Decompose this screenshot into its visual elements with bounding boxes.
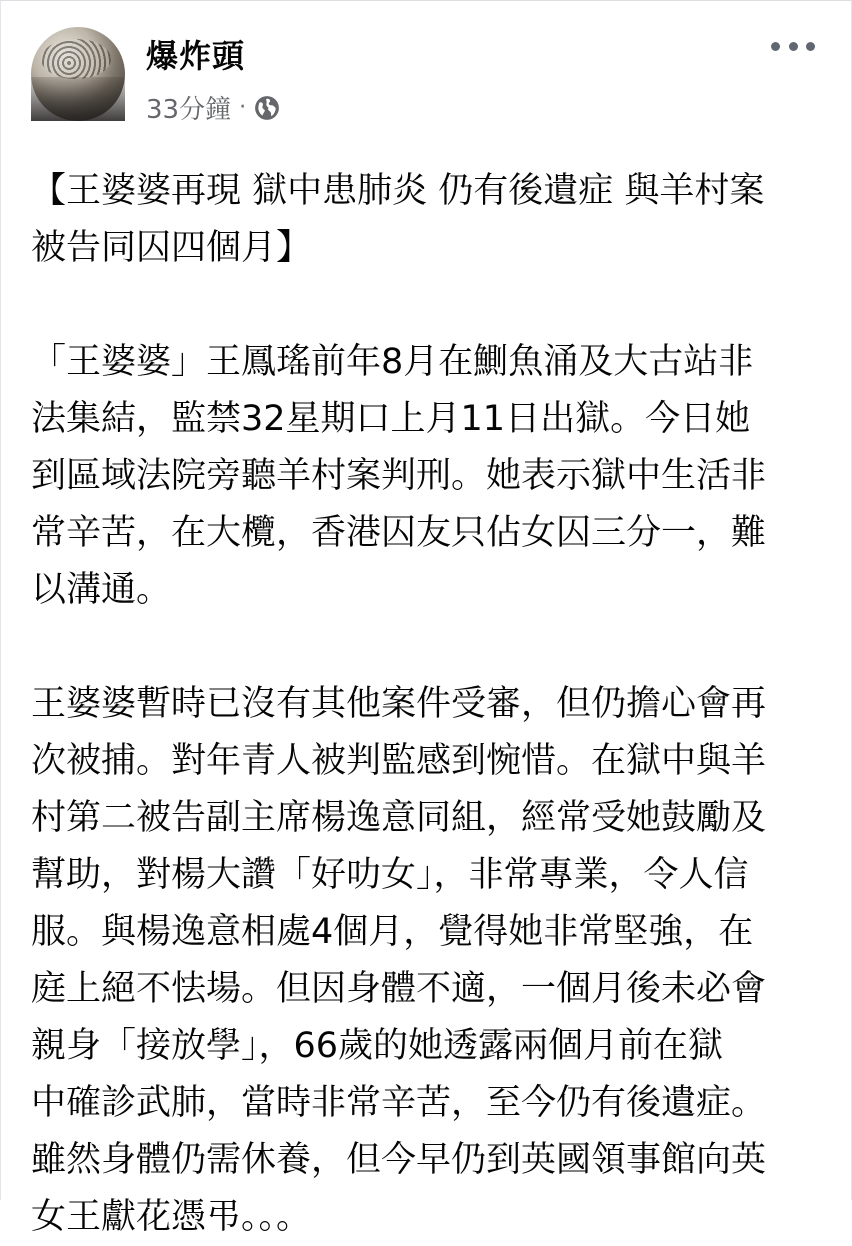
post-header [1, 1, 851, 141]
paragraph-gap [31, 619, 831, 676]
post-text-line: 中確診武肺，當時非常辛苦，至今仍有後遺症。 [31, 1083, 767, 1123]
post-text-line: 常辛苦，在大欖，香港囚友只佔女囚三分一，難 [31, 513, 767, 553]
post-text-line: 次被捕。對年青人被判監感到惋惜。在獄中與羊 [31, 741, 767, 781]
author-name[interactable]: 爆炸頭 [146, 37, 246, 75]
post-text-line: 女王獻花憑弔。。。 [31, 1197, 312, 1237]
post-text-line: 被告同囚四個月】 [31, 228, 312, 268]
post-text-line: 雖然身體仍需休養，但今早仍到英國領事館向英 [31, 1140, 767, 1180]
more-options-icon [771, 42, 780, 51]
post-text-line: 庭上絕不怯場。但因身體不適，一個月後未必會 [31, 969, 767, 1009]
post-text-line: 幫助，對楊大讚「好叻女」，非常專業，令人信 [31, 855, 749, 895]
more-options-icon-dot [806, 42, 815, 51]
paragraph-gap [31, 277, 831, 334]
post-text-line: 親身「接放學」，66歲的她透露兩個月前在獄 [31, 1026, 724, 1066]
post-text-line: 【王婆婆再現 獄中患肺炎 仍有後遺症 與羊村案 [31, 171, 765, 211]
meta-separator: · [239, 95, 247, 120]
post-body [31, 163, 831, 1246]
post-text-line: 到區域法院旁聽羊村案判刑。她表示獄中生活非 [31, 456, 767, 496]
post-timestamp[interactable]: 33分鐘 [146, 95, 232, 125]
author-avatar[interactable] [31, 27, 125, 121]
post-text-line: 村第二被告副主席楊逸意同組，經常受她鼓勵及 [31, 798, 767, 838]
post-text-line: 服。與楊逸意相處4個月，覺得她非常堅強，在 [31, 912, 754, 952]
post-text-line: 王婆婆暫時已沒有其他案件受審，但仍擔心會再 [31, 684, 767, 724]
globe-icon[interactable] [254, 95, 280, 121]
post-text-line: 「王婆婆」王鳳瑤前年8月在鰂魚涌及大古站非 [31, 342, 754, 382]
post-text-line: 法集結，監禁32星期口上月11日出獄。今日她 [31, 399, 751, 439]
more-options-button[interactable] [771, 31, 815, 61]
more-options-icon-dot [789, 42, 798, 51]
post-text-line: 以溝通。 [31, 570, 172, 610]
post-meta [146, 89, 280, 126]
